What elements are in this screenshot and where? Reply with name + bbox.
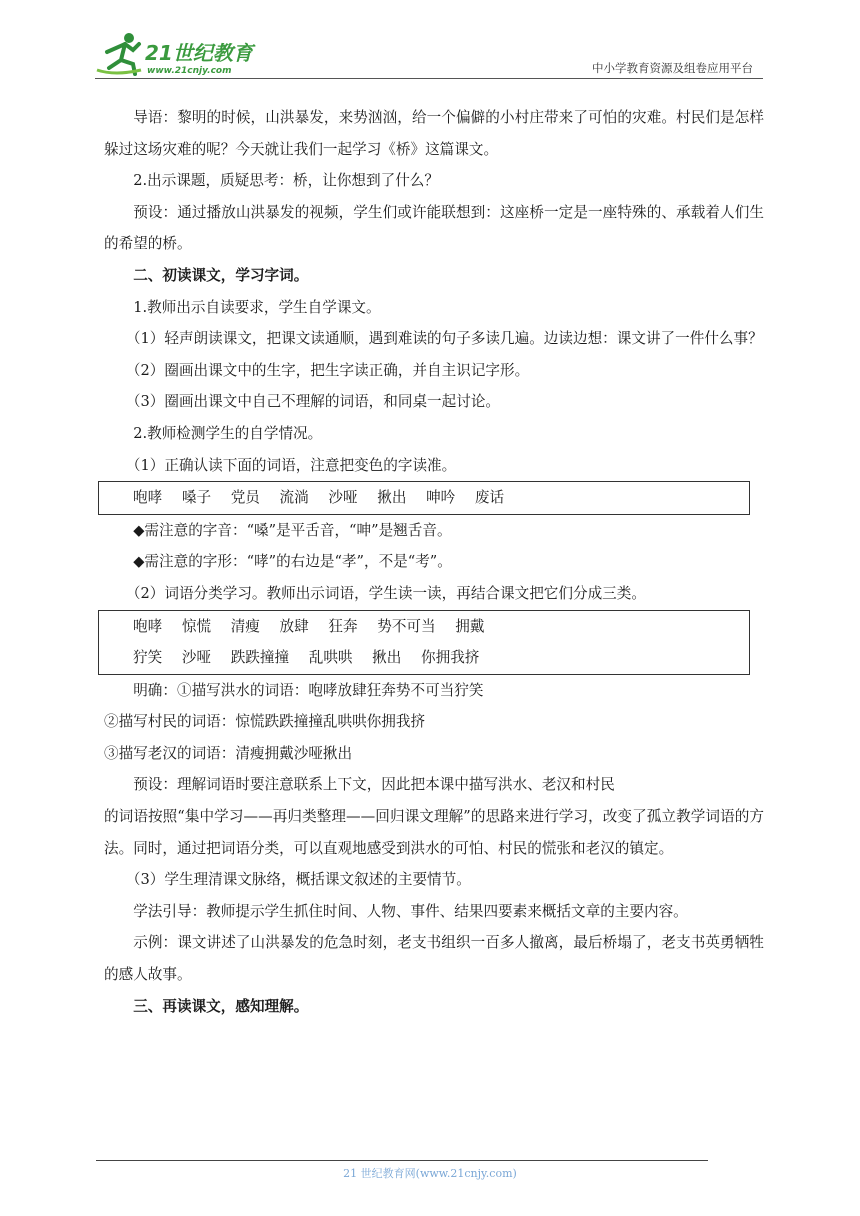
section-heading-2: 二、初读课文，学习字词。: [133, 266, 309, 284]
word: 拥戴: [455, 617, 485, 635]
glyph-note: ◆需注意的字形：“哮”的右边是“孝”，不是“考”。: [133, 553, 452, 571]
preset-words: 预设：理解词语时要注意联系上下文，因此把本课中描写洪水、老汉和村民: [133, 776, 615, 794]
word: 放肆: [279, 617, 309, 635]
word: 流淌: [279, 489, 309, 507]
word: 揪出: [377, 489, 407, 507]
word: 党员: [230, 489, 260, 507]
preset-words-cont: 的词语按照“集中学习——再归类整理——回归课文理解”的思路来进行学习，改变了孤立教学词语的方法。同时，通过把词语分类，可以直观地感受到洪水的可怕、村民的慌张和老汉的镇定。: [104, 808, 764, 857]
requirement-2: （2）圈画出课文中的生字，把生字读正确，并自主识记字形。: [125, 361, 530, 379]
header-divider: [95, 78, 763, 79]
clarify-villagers: ②描写村民的词语：惊慌跌跌撞撞乱哄哄你拥我挤: [104, 713, 426, 731]
check-2: （2）词语分类学习。教师出示词语，学生读一读，再结合课文把它们分成三类。: [125, 584, 646, 602]
word: 沙哑: [328, 489, 358, 507]
check-1: （1）正确认读下面的词语，注意把变色的字读准。: [125, 456, 457, 474]
svg-text:21世纪教育: 21世纪教育: [145, 41, 253, 65]
step-1: 1.教师出示自读要求，学生自学课文。: [133, 298, 381, 316]
word: 惊慌: [181, 617, 212, 635]
section-heading-3: 三、再读课文，感知理解。: [133, 997, 309, 1015]
word-box-1: [98, 481, 750, 515]
word: 狞笑: [133, 649, 163, 667]
word: 跌跌撞撞: [230, 649, 290, 667]
clarify-flood: 明确：①描写洪水的词语：咆哮放肆狂奔势不可当狞笑: [133, 681, 484, 699]
document-body: [104, 102, 764, 1022]
page-header: [95, 30, 763, 80]
word: 势不可当: [377, 617, 436, 635]
example-paragraph: 示例：课文讲述了山洪暴发的危急时刻，老支书组织一百多人撤离，最后桥塌了，老支书英勇牺牲的感人故事。: [104, 934, 764, 984]
word: 狂奔: [328, 617, 358, 635]
word: 呻吟: [426, 489, 456, 507]
word: 乱哄哄: [308, 649, 353, 667]
clarify-old-man: ③描写老汉的词语：清瘦拥戴沙哑揪出: [104, 744, 353, 762]
word: 沙哑: [181, 649, 212, 667]
requirement-1: （1）轻声朗读课文，把课文读通顺，遇到难读的句子多读几遍。边读边想：课文讲了一件什么事？: [125, 330, 763, 348]
footer-divider: [96, 1160, 708, 1161]
word: 咆哮: [133, 489, 163, 507]
pronunciation-note: ◆需注意的字音：“嗓”是平舌音，“呻”是翘舌音。: [133, 521, 452, 539]
topic-question: 2.出示课题，质疑思考：桥，让你想到了什么？: [133, 172, 439, 190]
word: 揪出: [372, 649, 402, 667]
preset-paragraph: 预设：通过播放山洪暴发的视频，学生们或许能联想到：这座桥一定是一座特殊的、承载着人们生的希望的桥。: [104, 203, 764, 253]
check-3: （3）学生理清课文脉络，概括课文叙述的主要情节。: [125, 871, 471, 889]
word: 你拥我挤: [421, 649, 480, 667]
word: 嗓子: [181, 489, 212, 507]
word-box-2: [98, 610, 750, 675]
word: 废话: [474, 489, 505, 507]
runner-icon: [97, 33, 141, 74]
page-footer: 21 世纪教育网(www.21cnjy.com): [343, 1167, 517, 1180]
requirement-3: （3）圈画出课文中自己不理解的词语，和同桌一起讨论。: [125, 393, 501, 411]
method-guide: 学法引导：教师提示学生抓住时间、人物、事件、结果四要素来概括文章的主要内容。: [133, 902, 688, 920]
intro-paragraph: 导语：黎明的时候，山洪暴发，来势汹汹，给一个偏僻的小村庄带来了可怕的灾难。村民们是怎样躲过这场灾难的呢？今天就让我们一起学习《桥》这篇课文。: [104, 109, 764, 158]
word: 清瘦: [230, 617, 260, 635]
platform-name: 中小学教育资源及组卷应用平台: [592, 61, 753, 75]
step-2: 2.教师检测学生的自学情况。: [133, 424, 323, 442]
svg-text:www.21cnjy.com: www.21cnjy.com: [147, 66, 232, 76]
word: 咆哮: [133, 617, 163, 635]
site-logo: [95, 30, 265, 78]
